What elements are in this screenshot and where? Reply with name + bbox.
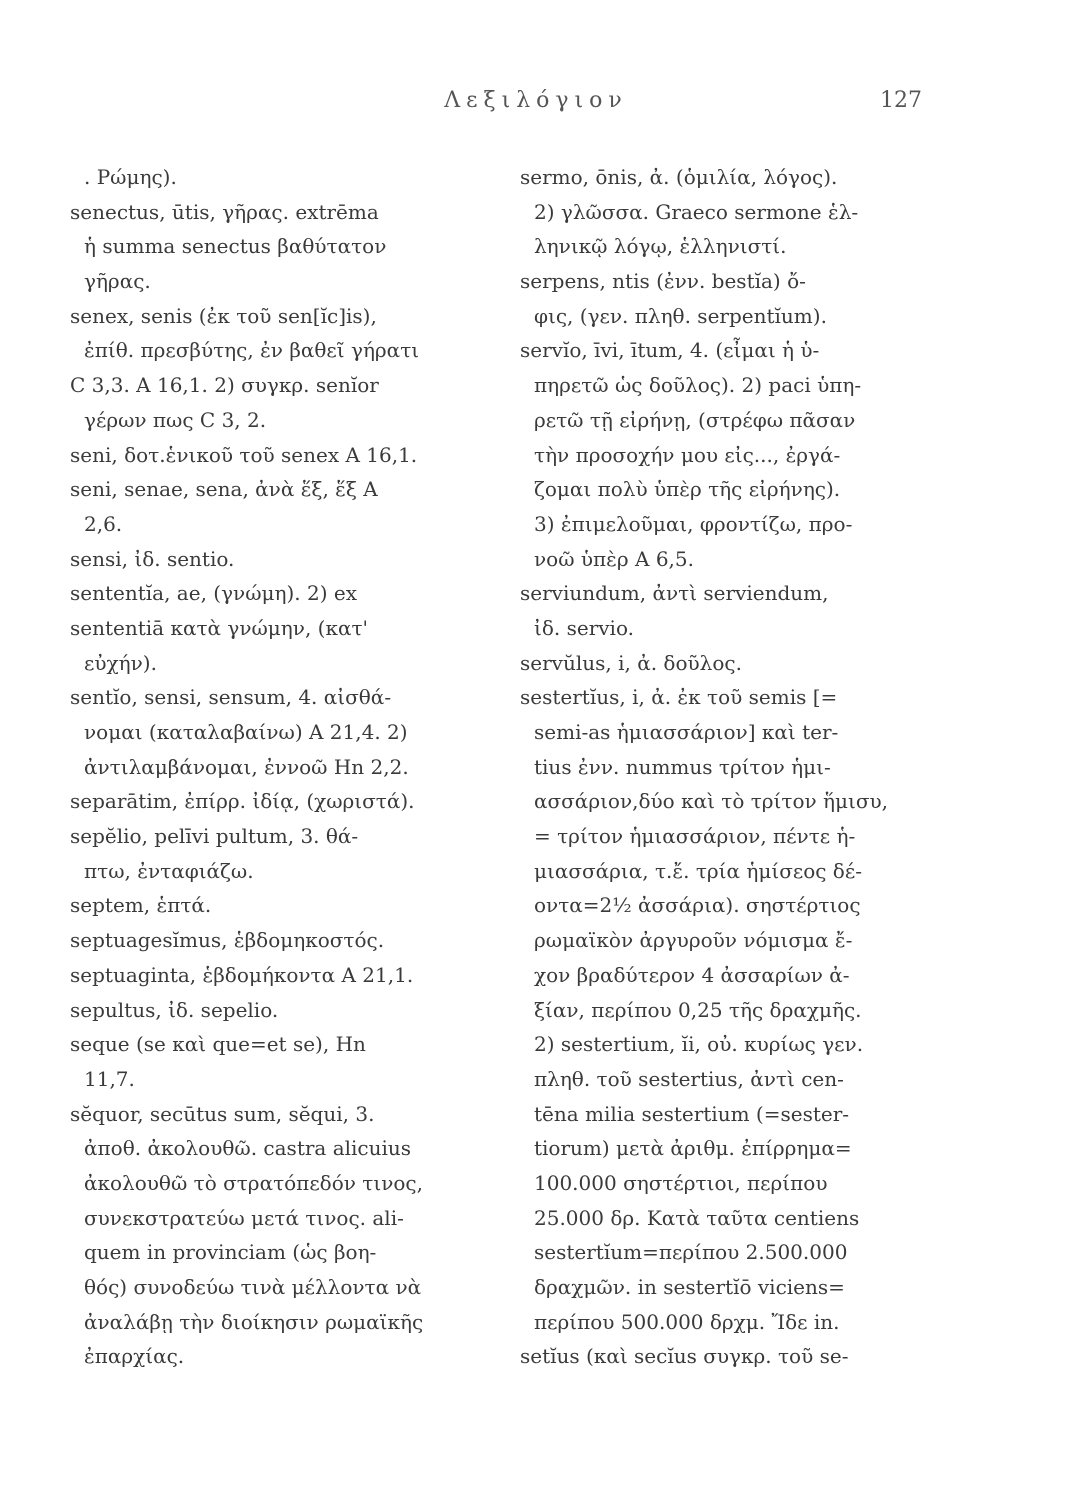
page-number: 127	[880, 88, 922, 113]
running-head	[0, 88, 1072, 128]
text-line: separātim, ἐπίρρ. ἰδίᾳ, (χωριστά).	[70, 789, 415, 814]
text-line: ἡ summa senectus βαθύτατον	[84, 234, 387, 259]
text-line: ρωμαϊκὸν ἀργυροῦν νόμισμα ἔ-	[534, 928, 853, 953]
text-line: sestertĭum=περίπου 2.500.000	[534, 1240, 848, 1265]
text-line: servĭo, īvi, ītum, 4. (εἶμαι ἡ ὑ-	[520, 338, 820, 363]
text-line: ἐπαρχίας.	[84, 1344, 185, 1369]
text-line: sepĕlio, pelīvi pultum, 3. θά-	[70, 824, 359, 849]
text-line: πτω, ἐνταφιάζω.	[84, 858, 254, 883]
text-line: sestertĭus, i, ἀ. ἐκ τοῦ semis [=	[520, 685, 838, 710]
text-line: . Ρώμης).	[84, 165, 177, 189]
text-line: θός) συνοδεύω τινὰ μέλλοντα νὰ	[84, 1275, 422, 1299]
text-line: servŭlus, i, ἀ. δοῦλος.	[520, 650, 742, 675]
text-line: tiorum) μετὰ ἀριθμ. ἐπίρρημα=	[534, 1136, 852, 1161]
text-line: tius ἐνν. nummus τρίτον ἡμι-	[534, 754, 831, 779]
text-line: ρετῶ τῇ εἰρήνῃ, (στρέφω πᾶσαν	[534, 407, 856, 432]
text-line: 2) sestertium, ĭi, οὐ. κυρίως γεν.	[534, 1032, 864, 1057]
text-line: sĕquor, secūtus sum, sĕqui, 3.	[70, 1101, 375, 1126]
text-line: 3) ἐπιμελοῦμαι, φροντίζω, προ-	[534, 511, 853, 536]
text-line: senex, senis (ἐκ τοῦ sen[ĭc]is),	[70, 303, 377, 328]
text-line: τὴν προσοχήν μου εἰς..., ἐργά-	[534, 442, 841, 467]
text-line: 11,7.	[84, 1066, 135, 1091]
text-line: serpens, ntis (ἐνν. bestĭa) ὄ-	[520, 269, 806, 294]
text-line: = τρίτον ἡμιασσάριον, πέντε ἡ-	[534, 824, 856, 849]
text-line: septem, ἑπτά.	[70, 893, 212, 918]
text-line: χον βραδύτερον 4 ἀσσαρίων ἀ-	[534, 962, 850, 987]
text-line: sententĭa, ae, (γνώμη). 2) ex	[70, 581, 358, 606]
text-line: serviundum, ἀντὶ serviendum,	[520, 581, 829, 606]
text-line: οντα=2½ ἀσσάρια). σηστέρτιος	[534, 893, 861, 918]
text-line: πηρετῶ ὡς δοῦλος). 2) paci ὑπη-	[534, 373, 862, 398]
text-line: μιασσάρια, τ.ἔ. τρία ἡμίσεος δέ-	[534, 858, 862, 883]
text-line: ἀναλάβῃ τὴν διοίκησιν ρωμαϊκῆς	[84, 1309, 424, 1334]
left-column	[70, 160, 470, 1374]
text-line: ληνικῷ λόγῳ, ἑλληνιστί.	[534, 234, 787, 259]
text-line: γέρων πως C 3, 2.	[84, 407, 267, 432]
text-line: sermo, ōnis, ἀ. (ὁμιλία, λόγος).	[520, 165, 838, 189]
text-line: seni, senae, sena, ἀνὰ ἕξ, ἕξ A	[70, 477, 378, 502]
text-line: ζομαι πολὺ ὑπὲρ τῆς εἰρήνης).	[534, 477, 841, 502]
text-line: πληθ. τοῦ sestertius, ἀντὶ cen-	[534, 1066, 844, 1091]
text-line: γῆρας.	[84, 269, 151, 294]
text-line: sepultus, ἰδ. sepelio.	[70, 997, 279, 1022]
right-column	[520, 160, 940, 1374]
text-line: setĭus (καὶ secĭus συγκρ. τοῦ se-	[520, 1344, 849, 1369]
text-line: δραχμῶν. in sestertĭō viciens=	[534, 1275, 845, 1299]
text-line: 100.000 σηστέρτιοι, περίπου	[534, 1170, 828, 1195]
text-line: νομαι (καταλαβαίνω) A 21,4. 2)	[84, 720, 408, 744]
text-line: senectus, ūtis, γῆρας. extrēma	[70, 199, 379, 224]
page-header-title: Λεξιλόγιον	[444, 88, 628, 113]
text-line: sensi, ἰδ. sentio.	[70, 546, 235, 571]
text-line: 25.000 δρ. Κατὰ ταῦτα centiens	[534, 1205, 860, 1230]
text-line: φις, (γεν. πληθ. serpentĭum).	[534, 303, 827, 328]
text-line: 2) γλῶσσα. Graeco sermone ἑλ-	[534, 199, 859, 224]
text-line: ἀκολουθῶ τὸ στρατόπεδόν τινος,	[84, 1170, 423, 1195]
text-line: tēna milia sestertium (=sester-	[534, 1101, 850, 1126]
text-line: sentĭo, sensi, sensum, 4. αἰσθά-	[70, 685, 392, 710]
text-line: ξίαν, περίπου 0,25 τῆς δραχμῆς.	[534, 997, 862, 1022]
text-line: 2,6.	[84, 511, 123, 536]
text-line: septuaginta, ἑβδομήκοντα A 21,1.	[70, 962, 414, 987]
text-line: seque (se καὶ que=et se), Hn	[70, 1032, 366, 1057]
text-line: ἐπίθ. πρεσβύτης, ἐν βαθεῖ γήρατι	[84, 338, 420, 363]
text-line: sententiā κατὰ γνώμην, (κατ'	[70, 615, 369, 640]
text-line: semi-as ἡμιασσάριον] καὶ ter-	[534, 720, 839, 744]
text-line: seni, δοτ.ἑνικοῦ τοῦ senex A 16,1.	[70, 442, 418, 467]
text-line: εὐχήν).	[84, 650, 157, 675]
text-line: C 3,3. A 16,1. 2) συγκρ. senĭor	[70, 373, 379, 398]
text-line: quem in provinciam (ὡς βοη-	[84, 1240, 377, 1265]
text-line: septuagesĭmus, ἑβδομηκοστός.	[70, 928, 385, 953]
text-line: νοῶ ὑπὲρ A 6,5.	[534, 546, 694, 571]
text-line: ασσάριον,δύο καὶ τὸ τρίτον ἥμισυ,	[534, 789, 889, 814]
text-line: περίπου 500.000 δρχμ. Ἴδε in.	[534, 1309, 840, 1334]
text-line: ἀποθ. ἀκολουθῶ. castra alicuius	[84, 1136, 412, 1161]
text-line: συνεκστρατεύω μετά τινος. ali-	[84, 1205, 404, 1230]
text-line: ἀντιλαμβάνομαι, ἐννοῶ Hn 2,2.	[84, 754, 409, 779]
text-line: ἰδ. servio.	[534, 615, 634, 640]
